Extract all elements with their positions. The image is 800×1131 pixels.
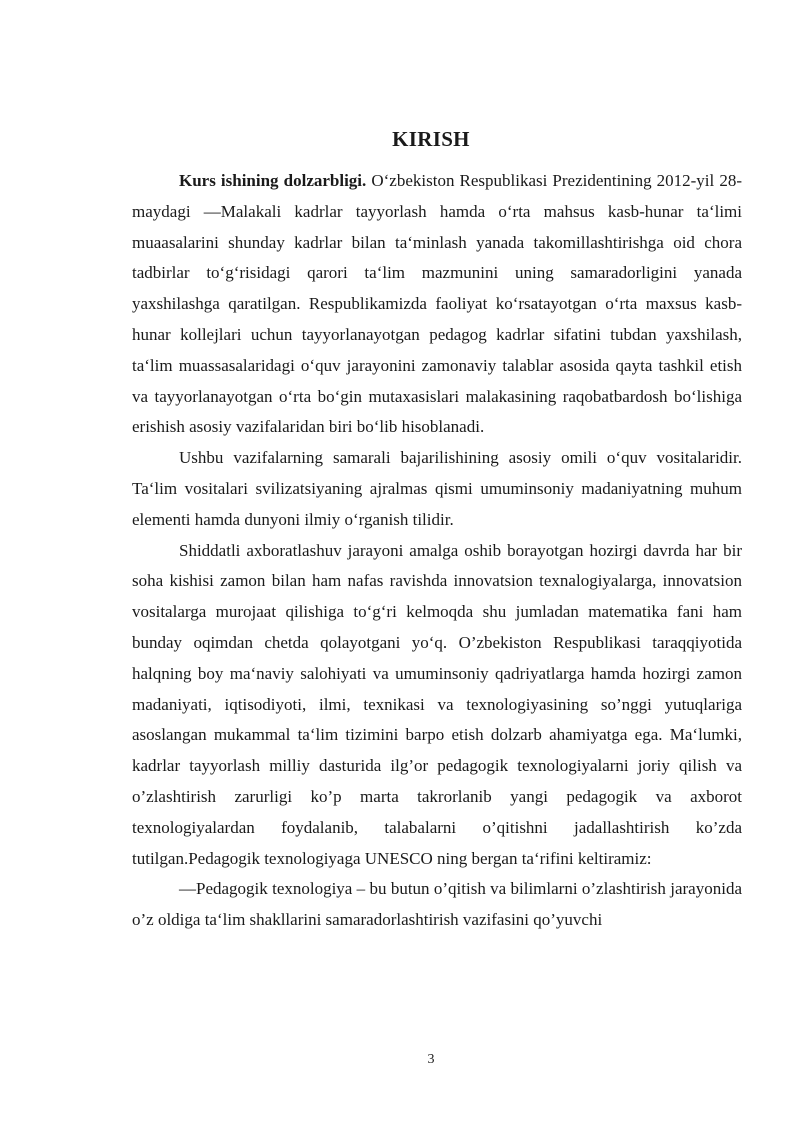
paragraph-lead: Kurs ishining dolzarbligi. bbox=[179, 171, 367, 190]
page-number: 3 bbox=[427, 1052, 435, 1067]
paragraph-text: Ushbu vazifalarning samarali bajarilishining asosiy omili o‘quv vositalaridir. Ta‘lim vositalari svilizatsiyaning ajralmas qismi umuminsoniy madaniyatning muhum elementi hamda dunyoni ilmiy o‘rganish tilidir. bbox=[132, 448, 742, 529]
paragraph-4 bbox=[132, 874, 742, 936]
paragraph-3 bbox=[132, 536, 742, 875]
paragraph-1 bbox=[132, 166, 742, 443]
paragraph-text: ―Pedagogik texnologiya – bu butun o’qitish va bilimlarni o’zlashtirish jarayonida o’z oldiga ta‘lim shakllarini samaradorlashtirish vazifasini qo’yuvchi bbox=[132, 879, 742, 930]
paragraph-2 bbox=[132, 443, 742, 535]
paragraph-text: O‘zbekiston Respublikasi Prezidentining 2012-yil 28-maydagi ―Malakali kadrlar tayyorlash hamda o‘rta mahsus kasb-hunar ta‘limi muaasalarini shunday kadrlar bilan ta‘minlash yanada takomillashtirishga oid chora tadbirlar to‘g‘risidagi qarori ta‘lim mazmunini uning samaradorligini yanada yaxshilashga qaratilgan. Respublikamizda faoliyat ko‘rsatayotgan o‘rta maxsus kasb-hunar kollejlari uchun tayyorlanayotgan pedagog kadrlar sifatini tubdan yaxshilash, ta‘lim muassasalaridagi o‘quv jarayonini zamonaviy talablar asosida qayta tashkil etish va tayyorlanayotgan o‘rta bo‘gin mutaxasislari malakasining raqobatbardosh bo‘lishiga erishish asosiy vazifalaridan biri bo‘lib hisoblanadi. bbox=[132, 171, 742, 437]
paragraph-text: Shiddatli axboratlashuv jarayoni amalga oshib borayotgan hozirgi davrda har bir soha kishisi zamon bilan ham nafas ravishda innovatsion texnalogiyalarga, innovatsion vositalarga murojaat qilishiga to‘g‘ri kelmoqda shu jumladan matematika fani ham bunday oqimdan chetda qolayotgani yo‘q. O’zbekiston Respublikasi taraqqiyotida halqning boy ma‘naviy salohiyati va umuminsoniy qadriyatlarga hamda hozirgi zamon madaniyati, iqtisodiyoti, ilmi, texnikasi va texnologiyasining so’nggi yutuqlariga asoslangan mukammal ta‘lim tizimini barpo etish dolzarb ahamiyatga ega. Ma‘lumki, kadrlar tayyorlash milliy dasturida ilg’or pedagogik texnologiyalarni joriy qilish va o’zlashtirish zarurligi ko’p marta takrorlanib yangi pedagogik va axborot texnologiyalardan foydalanib, talabalarni o’qitishni jadallashtirish ko’zda tutilgan.Pedagogik texnologiyaga UNESCO ning bergan ta‘rifini keltiramiz: bbox=[132, 540, 742, 868]
page-title: KIRISH bbox=[392, 127, 470, 151]
body-text bbox=[132, 166, 742, 936]
